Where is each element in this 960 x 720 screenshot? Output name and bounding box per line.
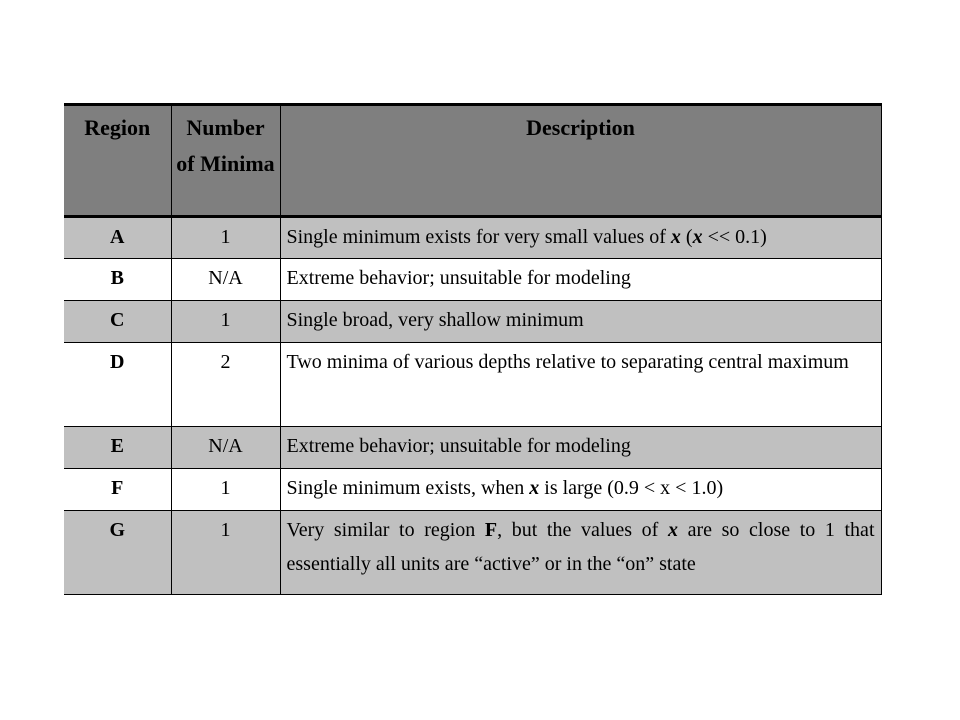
description-cell [280, 259, 881, 301]
minima-count-cell: 1 [171, 469, 280, 511]
minima-count-cell: 1 [171, 511, 280, 595]
variable-x: x [667, 519, 678, 541]
header-number-of-minima: Number of Minima [171, 105, 280, 217]
table-row [64, 217, 881, 259]
description-text: , but the values of [497, 519, 668, 541]
region-cell: G [64, 511, 171, 595]
region-reference: F [484, 519, 498, 541]
region-cell: A [64, 217, 171, 259]
minima-count-cell: N/A [171, 259, 280, 301]
description-cell [280, 469, 881, 511]
minima-count-cell: 1 [171, 301, 280, 343]
table-row [64, 301, 881, 343]
table-row [64, 343, 881, 427]
description-text: are so close to 1 that essentially all units are “active” or in the “on” state [286, 519, 875, 575]
description-text: is large (0.9 < x < 1.0) [539, 477, 724, 499]
header-row [64, 105, 881, 217]
description-text: Single minimum exists for very small values of [286, 226, 671, 248]
region-cell: B [64, 259, 171, 301]
description-text: Single broad, very shallow minimum [286, 309, 584, 331]
description-text: << 0.1) [702, 226, 767, 248]
table-row [64, 469, 881, 511]
description-cell [280, 427, 881, 469]
description-cell [280, 343, 881, 427]
header-description: Description [280, 105, 881, 217]
variable-x: x [692, 226, 703, 248]
table-header [64, 105, 881, 217]
description-cell [280, 301, 881, 343]
description-cell [280, 217, 881, 259]
header-region: Region [64, 105, 171, 217]
table-row [64, 427, 881, 469]
region-cell: E [64, 427, 171, 469]
minima-count-cell: 2 [171, 343, 280, 427]
regions-table-container [64, 103, 881, 595]
variable-x: x [529, 477, 540, 499]
variable-x: x [670, 226, 681, 248]
description-text: Two minima of various depths relative to separating central maximum [286, 351, 849, 373]
region-cell: D [64, 343, 171, 427]
minima-count-cell: 1 [171, 217, 280, 259]
regions-table [64, 103, 882, 595]
description-text: Extreme behavior; unsuitable for modeling [286, 435, 631, 457]
table-body [64, 217, 881, 595]
description-text: Single minimum exists, when [286, 477, 530, 499]
description-cell [280, 511, 881, 595]
description-text: Very similar to region [286, 519, 485, 541]
table-row [64, 511, 881, 595]
minima-count-cell: N/A [171, 427, 280, 469]
region-cell: F [64, 469, 171, 511]
description-text: Extreme behavior; unsuitable for modeling [286, 267, 631, 289]
table-row [64, 259, 881, 301]
description-text: ( [680, 226, 693, 248]
region-cell: C [64, 301, 171, 343]
